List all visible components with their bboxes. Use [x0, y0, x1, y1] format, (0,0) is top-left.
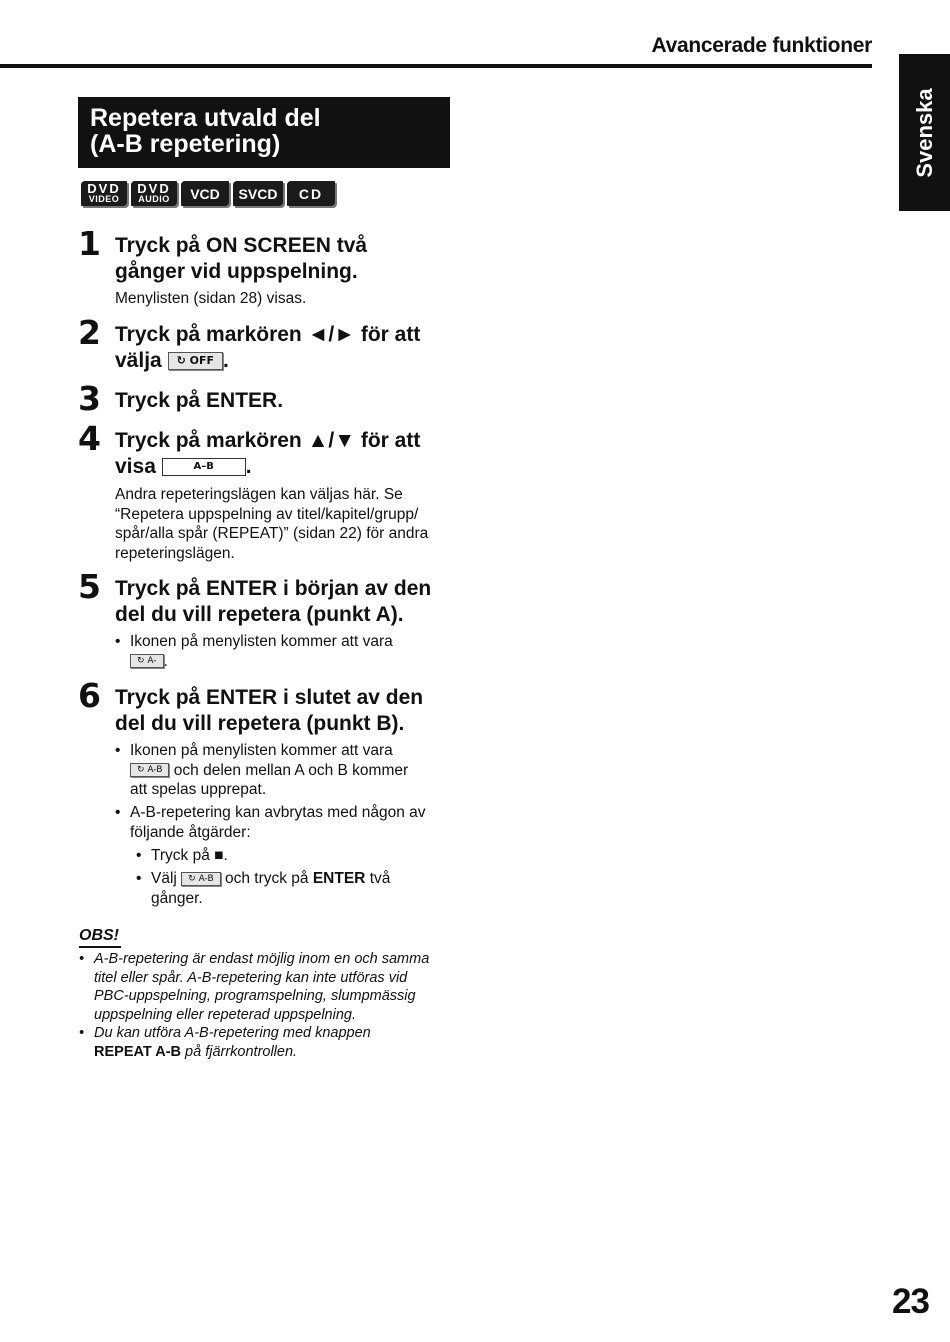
obs-label: OBS!	[79, 927, 121, 948]
section-title-line2: (A-B repetering)	[90, 130, 281, 158]
step-2-heading: Tryck på markören ◄/► för att välja ↻ OFF .	[115, 323, 421, 372]
step-5-number: 5	[78, 567, 101, 606]
step-1-heading: Tryck på ON SCREEN två gånger vid uppspelning.	[115, 234, 368, 283]
cd-badge: CD	[287, 181, 335, 206]
repeat-icon: ↻	[137, 765, 145, 776]
repeat-a-osd: ↻ A-	[130, 654, 164, 668]
step-1-number: 1	[78, 224, 101, 263]
step-4-number: 4	[78, 419, 101, 458]
step-6-heading: Tryck på ENTER i slutet av den del du vill repetera (punkt B).	[115, 686, 424, 735]
step-6-sub-bullet-1: • Tryck på ■.	[136, 847, 228, 864]
header-rule	[0, 64, 872, 68]
step-4-heading: Tryck på markören ▲/▼ för att visa A–B .	[115, 429, 421, 478]
step-6-bullet-2: • A-B-repetering kan avbrytas med någon av följande åtgärder:	[115, 804, 426, 841]
step-6-number: 6	[78, 676, 101, 715]
vcd-badge: VCD	[181, 181, 229, 206]
section-header: Avancerade funktioner	[651, 34, 872, 57]
repeat-off-osd: ↻ OFF	[168, 352, 223, 370]
ab-box-osd: A–B	[162, 458, 246, 476]
step-4-body: Andra repeteringslägen kan väljas här. Se “Repetera uppspelning av titel/kapitel/grupp/ spår/alla spår (REPEAT)” (sidan 22) för andra repeteringslägen.	[115, 486, 429, 562]
section-title-line1: Repetera utvald del	[90, 104, 321, 132]
page-number: 23	[892, 1282, 929, 1321]
repeat-icon: ↻	[137, 656, 145, 667]
repeat-icon: ↻	[176, 354, 186, 368]
step-1-body: Menylisten (sidan 28) visas.	[115, 290, 307, 307]
language-tab	[899, 54, 950, 211]
step-6-sub-bullet-2: • Välj ↻ A-B och tryck på ENTER två gånger.	[136, 870, 391, 907]
step-3-heading: Tryck på ENTER.	[115, 389, 284, 412]
svcd-badge: SVCD	[233, 181, 283, 206]
disc-badges	[81, 181, 335, 207]
step-2-number: 2	[78, 313, 101, 352]
step-5-bullet: • Ikonen på menylisten kommer att vara ↻ A- .	[115, 633, 393, 670]
step-6-bullet-1: • Ikonen på menylisten kommer att vara ↻ A-B och delen mellan A och B kommer att spelas upprepat.	[115, 742, 409, 798]
dvd-audio-badge: DVD AUDIO	[131, 181, 177, 206]
repeat-ab-osd: ↻ A-B	[181, 872, 220, 886]
repeat-icon: ↻	[188, 873, 196, 884]
language-tab-label: Svenska	[911, 87, 937, 178]
step-3-number: 3	[78, 379, 101, 418]
step-5-heading: Tryck på ENTER i början av den del du vill repetera (punkt A).	[115, 577, 432, 626]
repeat-ab-osd: ↻ A-B	[130, 763, 169, 777]
obs-note-2: • Du kan utföra A-B-repetering med knappen REPEAT A-B på fjärrkontrollen.	[79, 1025, 371, 1060]
obs-note-1: • A-B-repetering är endast möjlig inom en och samma titel eller spår. A-B-repetering kan inte utföras vid PBC-uppspelning, programspelning, slumpmässig uppspelning eller repeterad uppspelning.	[79, 951, 430, 1023]
dvd-video-badge: DVD VIDEO	[81, 181, 127, 206]
section-title	[78, 97, 450, 168]
